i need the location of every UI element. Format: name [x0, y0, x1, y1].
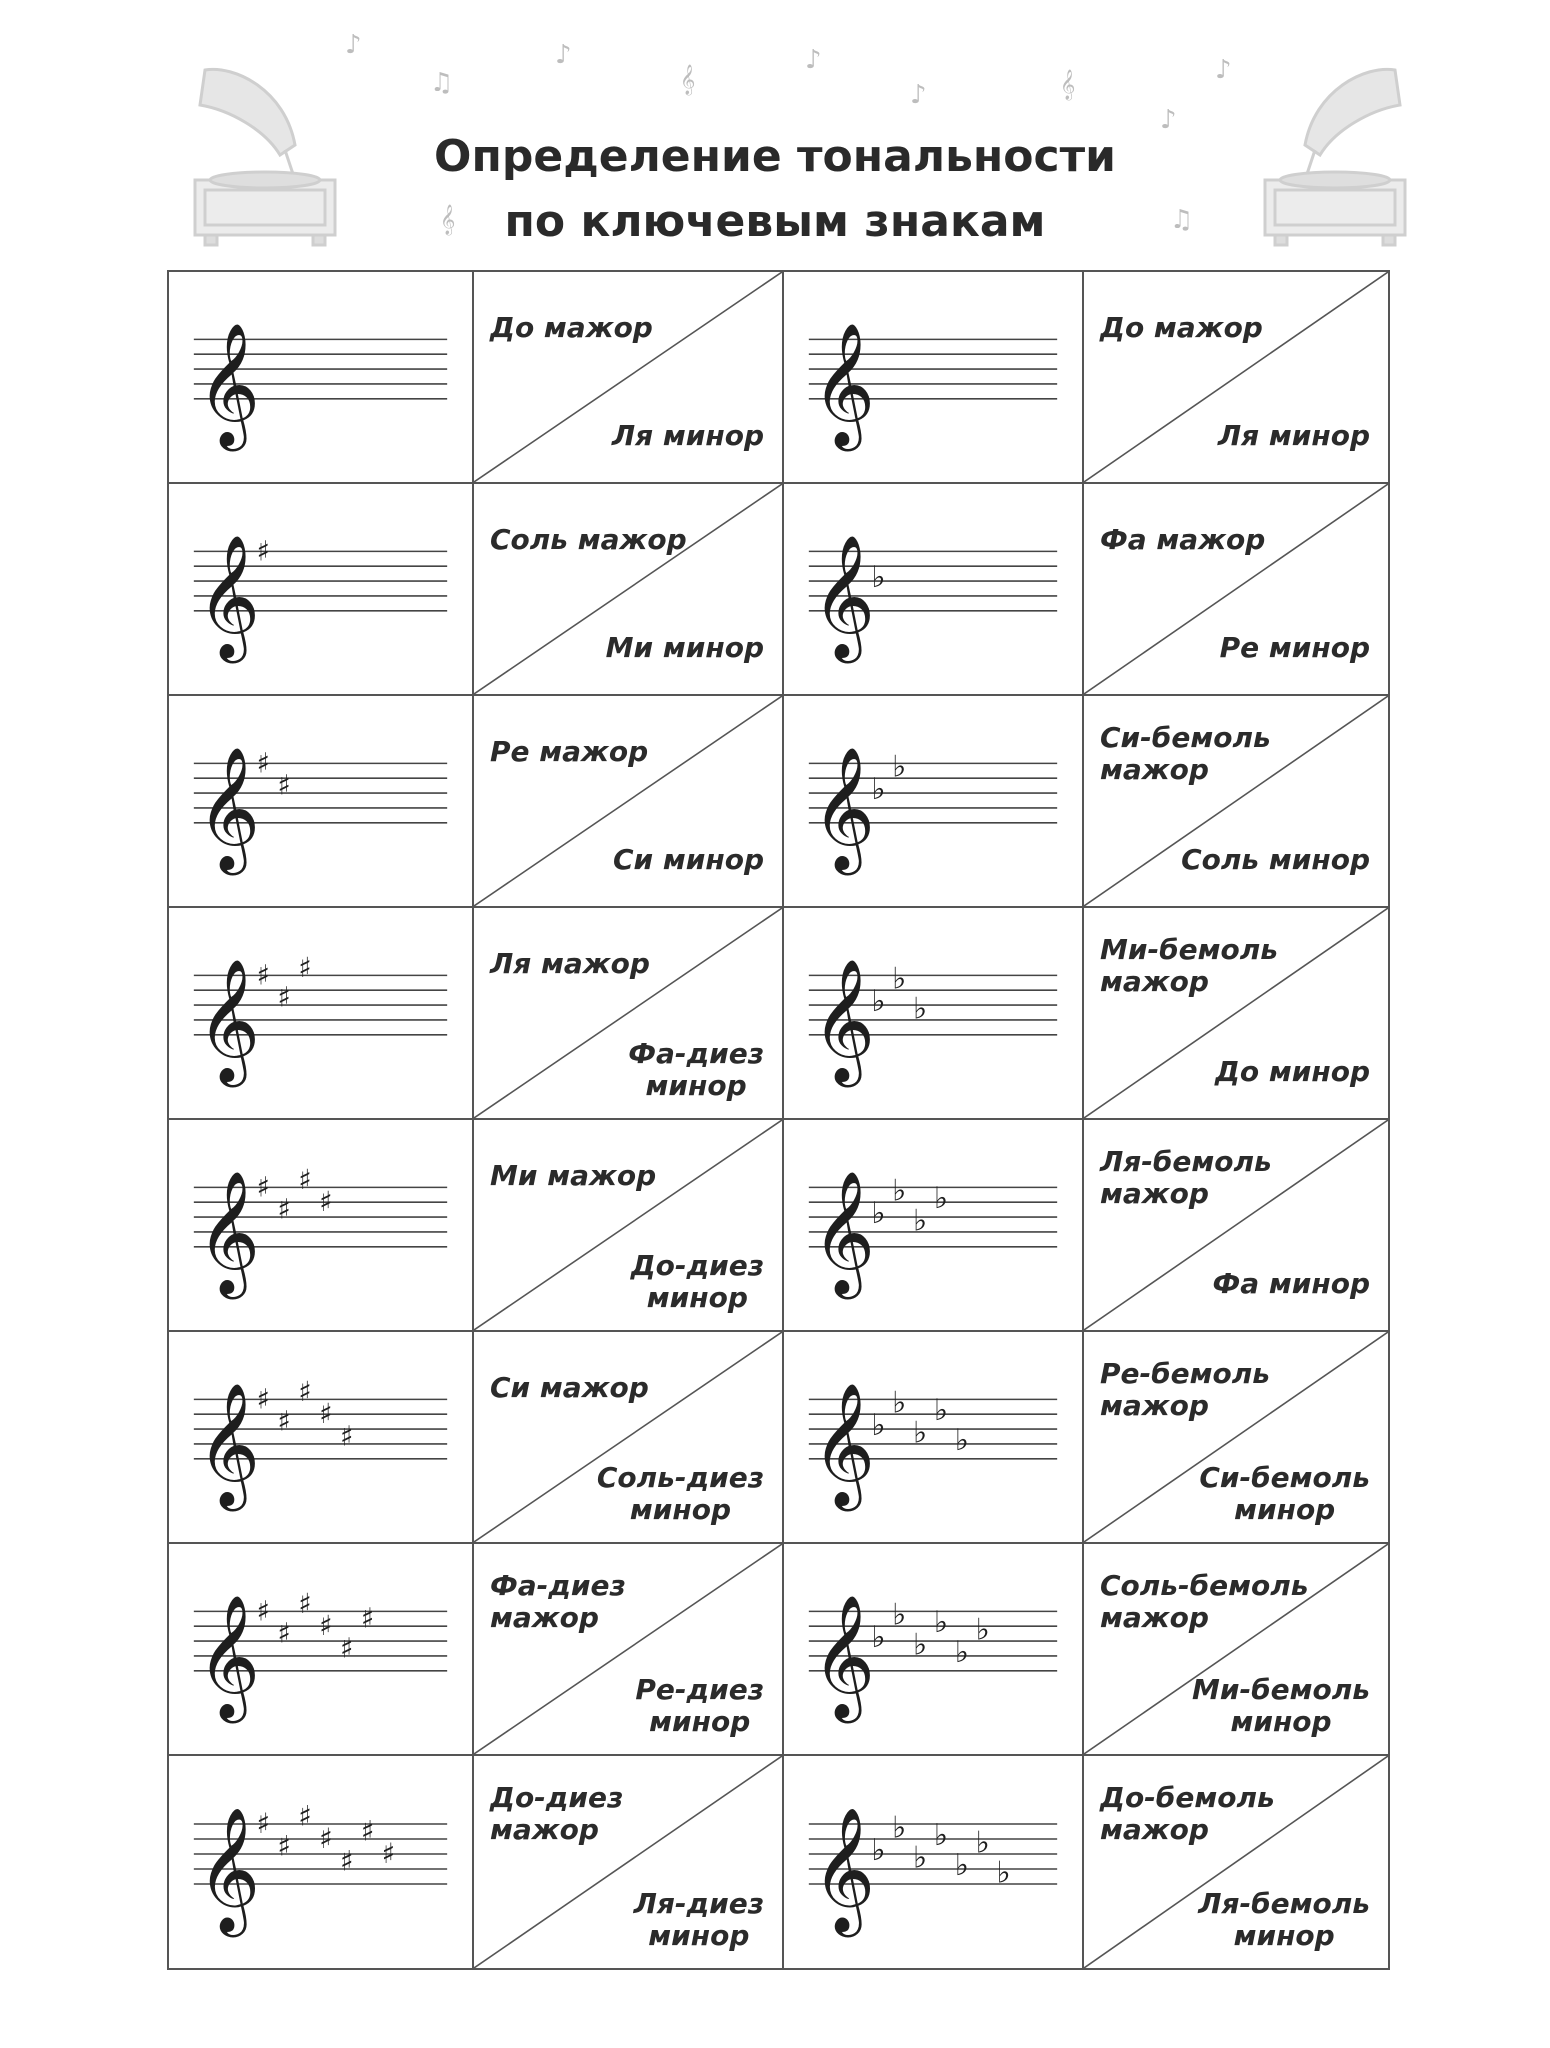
sharp-icon: ♯ — [298, 1162, 312, 1196]
music-note-icon: ♪ — [1160, 105, 1177, 135]
treble-clef-icon: 𝄞 — [811, 1594, 876, 1719]
treble-clef-icon: 𝄞 — [811, 1170, 876, 1295]
flat-icon: ♭ — [871, 1408, 886, 1444]
flat-major-label-1: Фа мажор — [1100, 523, 1266, 556]
flat-key-signature-cell — [784, 908, 1084, 1120]
treble-clef-icon: 𝄞 — [811, 1806, 876, 1933]
flat-key-name-cell — [1084, 696, 1388, 908]
sharp-minor-label-6: Ре-диез минор — [635, 1673, 764, 1738]
flat-icon: ♭ — [954, 1634, 969, 1670]
flat-icon: ♭ — [913, 1203, 928, 1239]
flat-staff-1 — [784, 484, 1082, 694]
flat-major-label-0: До мажор — [1100, 311, 1263, 344]
sharp-major-label-7: До-диез мажор — [490, 1781, 624, 1846]
sharp-icon: ♯ — [319, 1397, 333, 1431]
page-title-line-2: по ключевым знакам — [504, 196, 1046, 247]
sharp-icon: ♯ — [360, 1601, 375, 1635]
treble-clef-icon: 𝄞 — [811, 746, 876, 871]
flat-key-signature-cell — [784, 1756, 1084, 1968]
sharp-key-signature-cell — [169, 1120, 474, 1332]
flat-minor-label-0: Ля минор — [1217, 419, 1370, 452]
flat-icon: ♭ — [933, 1393, 948, 1429]
treble-clef-icon: 𝄞 — [196, 1170, 261, 1295]
flat-icon: ♭ — [954, 1422, 969, 1458]
flat-icon: ♭ — [913, 1627, 928, 1663]
flat-major-label-2: Си-бемоль мажор — [1100, 721, 1271, 786]
flat-key-signature-cell — [784, 1544, 1084, 1756]
flat-icon: ♭ — [975, 1612, 990, 1648]
sharp-minor-label-4: До-диез минор — [630, 1249, 764, 1314]
key-signature-table — [167, 270, 1390, 1970]
flat-staff-6 — [784, 1544, 1082, 1754]
flat-icon: ♭ — [996, 1855, 1011, 1891]
music-note-icon: ♫ — [430, 68, 454, 98]
sharp-major-label-5: Си мажор — [490, 1371, 649, 1404]
flat-icon: ♭ — [871, 984, 886, 1020]
sharp-key-name-cell — [474, 908, 784, 1120]
flat-key-signature-cell — [784, 1332, 1084, 1544]
sharp-icon: ♯ — [340, 1419, 354, 1453]
music-note-icon: ♪ — [345, 30, 362, 60]
sharp-icon: ♯ — [256, 1382, 271, 1416]
flat-key-name-cell — [1084, 908, 1388, 1120]
flat-icon: ♭ — [954, 1847, 969, 1884]
page-header — [0, 0, 1550, 270]
treble-clef-icon: 𝄞 — [196, 1594, 261, 1719]
flat-major-label-5: Ре-бемоль мажор — [1100, 1357, 1271, 1422]
flat-minor-label-1: Ре минор — [1219, 631, 1370, 664]
sharp-icon: ♯ — [256, 1594, 271, 1628]
sharp-icon: ♯ — [319, 1821, 333, 1856]
sharp-icon: ♯ — [319, 1185, 333, 1219]
music-note-icon: 𝄞 — [440, 205, 456, 235]
flat-icon: ♭ — [913, 1415, 928, 1451]
sharp-icon: ♯ — [256, 1170, 271, 1204]
sharp-major-label-0: До мажор — [490, 311, 653, 344]
music-note-icon: 𝄞 — [1060, 70, 1076, 100]
sharp-key-signature-cell — [169, 272, 474, 484]
sharp-icon: ♯ — [298, 1799, 312, 1833]
flat-major-label-3: Ми-бемоль мажор — [1100, 933, 1278, 998]
sharp-key-name-cell — [474, 1544, 784, 1756]
sharp-icon: ♯ — [277, 1616, 291, 1650]
flat-staff-4 — [784, 1120, 1082, 1330]
flat-key-signature-cell — [784, 696, 1084, 908]
flat-icon: ♭ — [933, 1181, 948, 1217]
treble-clef-icon: 𝄞 — [196, 1806, 261, 1933]
sharp-icon: ♯ — [277, 768, 291, 802]
flat-major-label-6: Соль-бемоль мажор — [1100, 1569, 1309, 1634]
flat-icon: ♭ — [892, 1173, 907, 1209]
sharp-minor-label-0: Ля минор — [611, 419, 764, 452]
treble-clef-icon: 𝄞 — [811, 958, 876, 1083]
sharp-staff-2 — [169, 696, 472, 906]
flat-key-name-cell — [1084, 1756, 1388, 1968]
treble-clef-icon: 𝄞 — [196, 1382, 261, 1507]
sharp-major-label-3: Ля мажор — [490, 947, 650, 980]
treble-clef-icon: 𝄞 — [196, 746, 261, 871]
sharp-icon: ♯ — [277, 980, 291, 1014]
flat-key-name-cell — [1084, 484, 1388, 696]
flat-icon: ♭ — [892, 1597, 907, 1633]
flat-minor-label-2: Соль минор — [1181, 843, 1370, 876]
flat-icon: ♭ — [933, 1605, 948, 1641]
flat-staff-2 — [784, 696, 1082, 906]
sharp-icon: ♯ — [256, 958, 271, 992]
flat-key-signature-cell — [784, 484, 1084, 696]
treble-clef-icon: 𝄞 — [196, 958, 261, 1083]
sharp-icon: ♯ — [298, 1586, 312, 1620]
sharp-major-label-1: Соль мажор — [490, 523, 687, 556]
flat-staff-0 — [784, 272, 1082, 482]
sharp-key-signature-cell — [169, 484, 474, 696]
sharp-icon: ♯ — [319, 1609, 333, 1643]
sharp-icon: ♯ — [381, 1836, 396, 1871]
sharp-staff-7 — [169, 1756, 472, 1968]
flat-icon: ♭ — [892, 749, 907, 785]
music-note-icon: ♪ — [1215, 55, 1232, 85]
sharp-key-signature-cell — [169, 1756, 474, 1968]
sharp-minor-label-3: Фа-диез минор — [628, 1037, 764, 1102]
sharp-key-name-cell — [474, 1120, 784, 1332]
sharp-key-signature-cell — [169, 1544, 474, 1756]
sharp-icon: ♯ — [256, 746, 271, 780]
treble-clef-icon: 𝄞 — [811, 1382, 876, 1507]
sharp-key-name-cell — [474, 1332, 784, 1544]
flat-major-label-7: До-бемоль мажор — [1100, 1781, 1275, 1846]
flat-minor-label-3: До минор — [1214, 1055, 1370, 1088]
music-note-icon: 𝄞 — [680, 65, 696, 95]
sharp-key-name-cell — [474, 1756, 784, 1968]
flat-minor-label-6: Ми-бемоль минор — [1192, 1673, 1370, 1738]
flat-key-name-cell — [1084, 1332, 1388, 1544]
flat-staff-7 — [784, 1756, 1082, 1968]
flat-key-signature-cell — [784, 1120, 1084, 1332]
sharp-minor-label-2: Си минор — [612, 843, 764, 876]
flat-icon: ♭ — [871, 1832, 886, 1869]
flat-icon: ♭ — [892, 1810, 907, 1846]
sharp-staff-6 — [169, 1544, 472, 1754]
flat-icon: ♭ — [871, 1196, 886, 1232]
treble-clef-icon: 𝄞 — [811, 534, 876, 659]
flat-icon: ♭ — [871, 1620, 886, 1656]
sharp-key-name-cell — [474, 696, 784, 908]
flat-icon: ♭ — [892, 1385, 907, 1421]
music-note-icon: ♪ — [555, 40, 572, 70]
sharp-key-signature-cell — [169, 1332, 474, 1544]
sharp-major-label-2: Ре мажор — [490, 735, 649, 768]
flat-key-name-cell — [1084, 1544, 1388, 1756]
sharp-icon: ♯ — [256, 1806, 271, 1841]
flat-minor-label-5: Си-бемоль минор — [1199, 1461, 1370, 1526]
flat-icon: ♭ — [871, 772, 886, 808]
sharp-minor-label-5: Соль-диез минор — [596, 1461, 764, 1526]
sharp-staff-1 — [169, 484, 472, 694]
sharp-staff-0 — [169, 272, 472, 482]
flat-icon: ♭ — [892, 961, 907, 997]
flat-icon: ♭ — [913, 991, 928, 1027]
treble-clef-icon: 𝄞 — [811, 322, 876, 447]
flat-icon: ♭ — [913, 1840, 928, 1876]
sharp-minor-label-7: Ля-диез минор — [633, 1887, 764, 1952]
sharp-major-label-6: Фа-диез мажор — [490, 1569, 626, 1634]
sharp-key-signature-cell — [169, 696, 474, 908]
flat-staff-3 — [784, 908, 1082, 1118]
sharp-icon: ♯ — [340, 1844, 354, 1878]
flat-minor-label-7: Ля-бемоль минор — [1198, 1887, 1370, 1952]
sharp-staff-3 — [169, 908, 472, 1118]
flat-key-name-cell — [1084, 272, 1388, 484]
sharp-key-signature-cell — [169, 908, 474, 1120]
sharp-major-label-4: Ми мажор — [490, 1159, 657, 1192]
flat-major-label-4: Ля-бемоль мажор — [1100, 1145, 1272, 1210]
flat-key-name-cell — [1084, 1120, 1388, 1332]
flat-icon: ♭ — [975, 1825, 990, 1861]
music-note-icon: ♫ — [1170, 205, 1194, 235]
sharp-staff-5 — [169, 1332, 472, 1542]
page-title-line-1: Определение тональности — [434, 131, 1116, 182]
treble-clef-icon: 𝄞 — [196, 322, 261, 447]
sharp-icon: ♯ — [277, 1192, 291, 1226]
flat-staff-5 — [784, 1332, 1082, 1542]
treble-clef-icon: 𝄞 — [196, 534, 261, 659]
sharp-minor-label-1: Ми минор — [605, 631, 764, 664]
sharp-icon: ♯ — [298, 1374, 312, 1408]
sharp-icon: ♯ — [256, 534, 271, 568]
sharp-key-name-cell — [474, 484, 784, 696]
music-note-icon: ♪ — [805, 45, 822, 75]
sharp-staff-4 — [169, 1120, 472, 1330]
flat-key-signature-cell — [784, 272, 1084, 484]
flat-icon: ♭ — [933, 1817, 948, 1854]
flat-minor-label-4: Фа минор — [1212, 1267, 1370, 1300]
sharp-icon: ♯ — [298, 950, 312, 984]
music-note-icon: ♪ — [910, 80, 927, 110]
sharp-key-name-cell — [474, 272, 784, 484]
sharp-icon: ♯ — [340, 1631, 354, 1665]
sharp-icon: ♯ — [360, 1814, 375, 1848]
flat-icon: ♭ — [871, 560, 886, 596]
sharp-icon: ♯ — [277, 1829, 291, 1863]
sharp-icon: ♯ — [277, 1404, 291, 1438]
